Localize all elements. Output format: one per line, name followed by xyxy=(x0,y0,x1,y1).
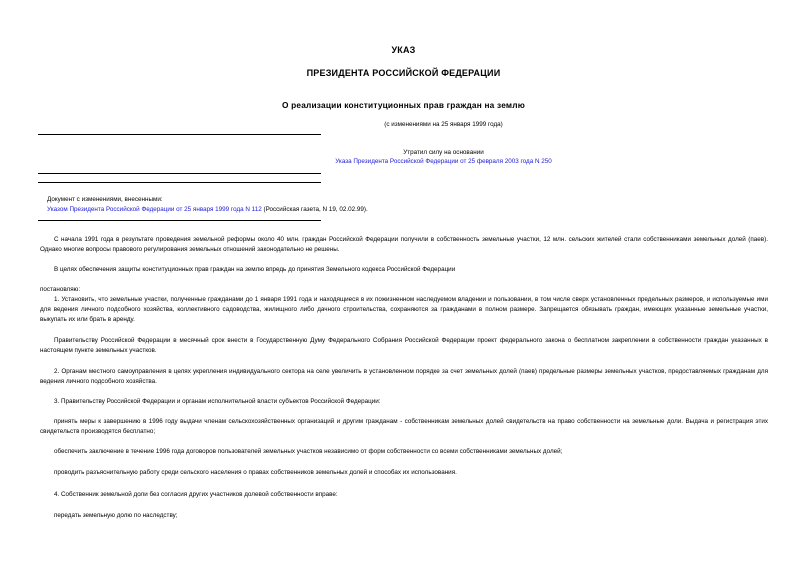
changes-link[interactable]: Указом Президента Российской Федерации от 25 января 1999 года N 112 xyxy=(47,206,262,213)
repeal-text: Утратил силу на основании xyxy=(403,149,484,156)
separator-line xyxy=(38,173,321,174)
issuer-title: ПРЕЗИДЕНТА РОССИЙСКОЙ ФЕДЕРАЦИИ xyxy=(306,68,501,78)
document-subject: О реализации конституционных прав граждан на землю xyxy=(281,100,525,110)
separator-line xyxy=(38,182,321,183)
changes-label: Документ с изменениями, внесенными: xyxy=(47,196,163,203)
paragraph-decree: постановляю: xyxy=(40,286,81,293)
separator-line xyxy=(38,134,321,135)
paragraph-purpose: В целях обеспечения защиты конституционных прав граждан на землю впредь до принятия Земельного кодекса Российской Федерации xyxy=(54,266,456,273)
paragraph-item-2: 2. Органам местного самоуправления в целях укрепления индивидуального сектора на селе увеличить в установленном порядке за счет земельных долей (паев) предельные размеры земельных участков, предоставляемых гражданам для ведения личного подсобного хозяйства. xyxy=(40,368,768,386)
changes-publication: (Российская газета, N 19, 02.02.99). xyxy=(261,206,368,213)
paragraph-item-3-contracts: обеспечить заключение в течение 1996 года договоров пользователей земельных участков независимо от форм собственности со всеми собственниками земельных долей; xyxy=(54,448,563,455)
amendments-note: (с изменениями на 25 января 1999 года) xyxy=(384,121,503,128)
paragraph-item-4: 4. Собственник земельной доли без согласия других участников долевой собственности вправе: xyxy=(54,491,338,498)
paragraph-item-1-government: Правительству Российской Федерации в месячный срок внести в Государственную Думу Федерального Собрания Российской Федерации проект федерального закона о бесплатном закреплении в собственности граждан указанных в настоящем пункте земельных участков. xyxy=(40,337,768,355)
paragraph-item-3-certificates: принять меры к завершению в 1996 году выдачи членам сельскохозяйственных организаций и другим гражданам - собственникам земельных долей свидетельств на право собственности на земельные доли. Выдача и регистрация этих свидетельств производятся бесплатно; xyxy=(40,418,768,436)
paragraph-item-3: 3. Правительству Российской Федерации и органам исполнительной власти субъектов Российской Федерации: xyxy=(54,398,381,405)
repeal-link[interactable]: Указа Президента Российской Федерации от 25 февраля 2003 года N 250 xyxy=(335,158,552,165)
separator-line xyxy=(38,220,321,221)
paragraph-intro: С начала 1991 года в результате проведения земельной реформы около 40 млн. граждан Российской Федерации получили в собственность земельные участки, 12 млн. сельских жителей стали собственниками земельных долей (паев). Однако многие вопросы правового регулирования земельных отношений законодательно не решены. xyxy=(40,236,768,254)
paragraph-item-4-inheritance: передать земельную долю по наследству; xyxy=(54,512,178,519)
paragraph-item-3-explanation: проводить разъяснительную работу среди сельского населения о правах собственников земельных долей и способах их использования. xyxy=(54,469,457,476)
paragraph-item-1: 1. Установить, что земельные участки, полученные гражданами до 1 января 1991 года и находящиеся в их пожизненном наследуемом владении и пользовании, в том числе сверх установленных предельных размеров, и используемые ими для ведения личного подсобного хозяйства, коллективного садоводства, жилищного либо дачного строительства, сохраняются за гражданами в полном размере. Запрещается обязывать граждан, имеющих указанные земельные участки, выкупать их или брать в аренду. xyxy=(40,296,768,324)
changes-source xyxy=(47,205,368,214)
document-type-title: УКАЗ xyxy=(391,45,416,55)
